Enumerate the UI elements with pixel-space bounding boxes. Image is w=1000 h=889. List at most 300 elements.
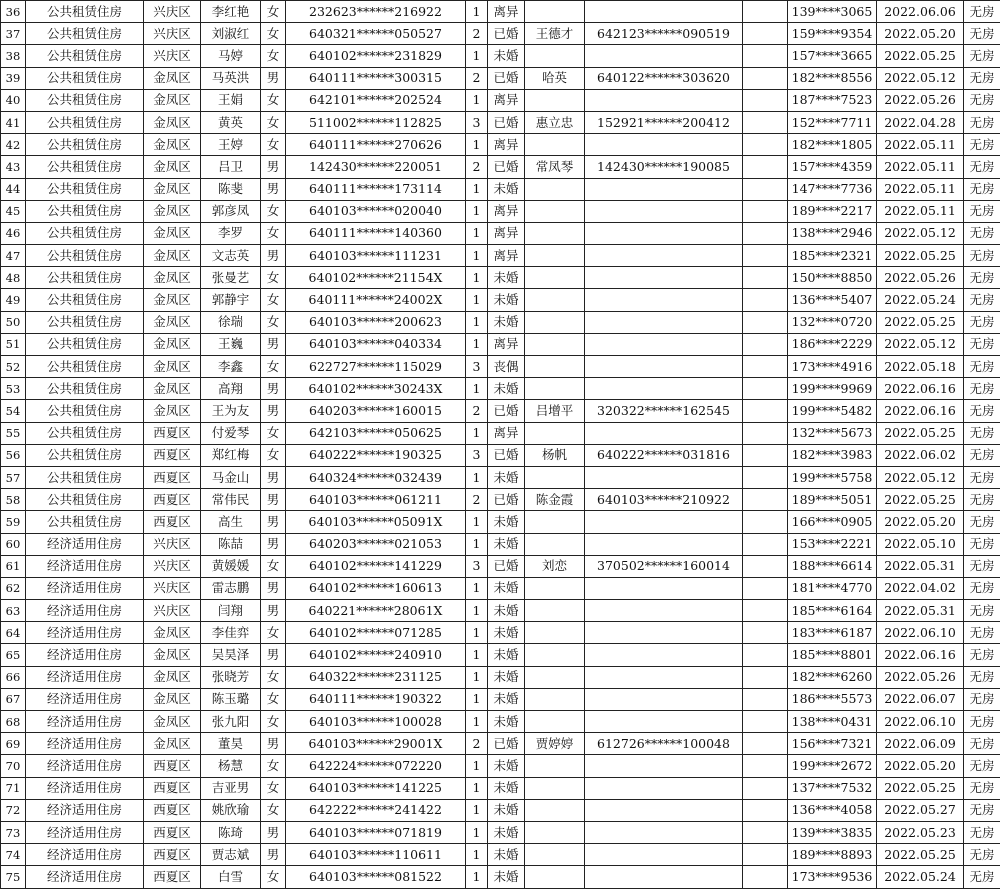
housing-status-cell: 无房 — [964, 533, 1000, 555]
id-number-cell: 232623******216922 — [286, 1, 466, 23]
phone-cell: 186****2229 — [788, 333, 877, 355]
gender-cell: 女 — [261, 267, 286, 289]
phone-cell: 136****4058 — [788, 799, 877, 821]
spouse-id-cell — [585, 622, 743, 644]
housing-status-cell: 无房 — [964, 134, 1000, 156]
district-cell: 金凤区 — [144, 156, 201, 178]
housing-type-cell: 经济适用住房 — [26, 622, 144, 644]
housing-type-cell: 经济适用住房 — [26, 844, 144, 866]
applicant-name-cell: 张九阳 — [201, 711, 261, 733]
gender-cell: 男 — [261, 600, 286, 622]
spouse-id-cell — [585, 178, 743, 200]
marital-status-cell: 已婚 — [488, 444, 525, 466]
table-row — [1, 533, 1000, 555]
spouse-name-cell — [525, 378, 585, 400]
blank-cell — [743, 711, 788, 733]
housing-status-cell: 无房 — [964, 245, 1000, 267]
phone-cell: 199****5482 — [788, 400, 877, 422]
row-number: 48 — [1, 267, 26, 289]
marital-status-cell: 已婚 — [488, 23, 525, 45]
household-count-cell: 2 — [466, 156, 488, 178]
applicant-name-cell: 张晓芳 — [201, 666, 261, 688]
blank-cell — [743, 200, 788, 222]
gender-cell: 女 — [261, 777, 286, 799]
row-number: 69 — [1, 733, 26, 755]
district-cell: 兴庆区 — [144, 600, 201, 622]
housing-type-cell: 公共租赁住房 — [26, 333, 144, 355]
phone-cell: 183****6187 — [788, 622, 877, 644]
housing-status-cell: 无房 — [964, 866, 1000, 888]
housing-status-cell: 无房 — [964, 333, 1000, 355]
spouse-name-cell: 杨帆 — [525, 444, 585, 466]
spouse-name-cell — [525, 844, 585, 866]
district-cell: 金凤区 — [144, 67, 201, 89]
table-row — [1, 67, 1000, 89]
housing-type-cell: 经济适用住房 — [26, 711, 144, 733]
housing-status-cell: 无房 — [964, 666, 1000, 688]
marital-status-cell: 离异 — [488, 89, 525, 111]
spouse-id-cell — [585, 577, 743, 599]
phone-cell: 188****6614 — [788, 555, 877, 577]
district-cell: 西夏区 — [144, 489, 201, 511]
gender-cell: 女 — [261, 799, 286, 821]
spouse-id-cell: 640103******210922 — [585, 489, 743, 511]
gender-cell: 男 — [261, 178, 286, 200]
household-count-cell: 1 — [466, 178, 488, 200]
phone-cell: 199****2672 — [788, 755, 877, 777]
spouse-id-cell — [585, 866, 743, 888]
household-count-cell: 3 — [466, 444, 488, 466]
spouse-name-cell — [525, 711, 585, 733]
gender-cell: 女 — [261, 755, 286, 777]
application-date-cell: 2022.05.25 — [877, 45, 964, 67]
household-count-cell: 1 — [466, 777, 488, 799]
blank-cell — [743, 356, 788, 378]
district-cell: 金凤区 — [144, 644, 201, 666]
spouse-name-cell — [525, 644, 585, 666]
gender-cell: 男 — [261, 844, 286, 866]
phone-cell: 138****2946 — [788, 222, 877, 244]
district-cell: 兴庆区 — [144, 23, 201, 45]
table-row — [1, 45, 1000, 67]
marital-status-cell: 已婚 — [488, 489, 525, 511]
marital-status-cell: 未婚 — [488, 799, 525, 821]
district-cell: 金凤区 — [144, 222, 201, 244]
blank-cell — [743, 134, 788, 156]
marital-status-cell: 未婚 — [488, 755, 525, 777]
spouse-id-cell: 612726******100048 — [585, 733, 743, 755]
district-cell: 金凤区 — [144, 333, 201, 355]
phone-cell: 189****2217 — [788, 200, 877, 222]
table-row — [1, 245, 1000, 267]
gender-cell: 女 — [261, 866, 286, 888]
row-number: 62 — [1, 577, 26, 599]
housing-type-cell: 公共租赁住房 — [26, 89, 144, 111]
application-date-cell: 2022.06.02 — [877, 444, 964, 466]
id-number-cell: 640103******29001X — [286, 733, 466, 755]
id-number-cell: 640111******140360 — [286, 222, 466, 244]
gender-cell: 男 — [261, 156, 286, 178]
id-number-cell: 640103******040334 — [286, 333, 466, 355]
housing-type-cell: 公共租赁住房 — [26, 356, 144, 378]
marital-status-cell: 离异 — [488, 1, 525, 23]
gender-cell: 男 — [261, 333, 286, 355]
row-number: 72 — [1, 799, 26, 821]
marital-status-cell: 未婚 — [488, 378, 525, 400]
household-count-cell: 1 — [466, 378, 488, 400]
blank-cell — [743, 45, 788, 67]
blank-cell — [743, 511, 788, 533]
application-date-cell: 2022.06.16 — [877, 400, 964, 422]
phone-cell: 182****8556 — [788, 67, 877, 89]
application-date-cell: 2022.05.25 — [877, 311, 964, 333]
marital-status-cell: 已婚 — [488, 400, 525, 422]
table-row — [1, 711, 1000, 733]
housing-status-cell: 无房 — [964, 466, 1000, 488]
table-body — [1, 1, 1000, 889]
phone-cell: 157****3665 — [788, 45, 877, 67]
household-count-cell: 1 — [466, 688, 488, 710]
housing-type-cell: 公共租赁住房 — [26, 511, 144, 533]
spouse-id-cell — [585, 755, 743, 777]
gender-cell: 男 — [261, 245, 286, 267]
spouse-id-cell — [585, 422, 743, 444]
id-number-cell: 640102******21154X — [286, 267, 466, 289]
application-date-cell: 2022.05.26 — [877, 267, 964, 289]
spouse-id-cell — [585, 200, 743, 222]
housing-status-cell: 无房 — [964, 489, 1000, 511]
spouse-id-cell: 370502******160014 — [585, 555, 743, 577]
household-count-cell: 1 — [466, 311, 488, 333]
application-date-cell: 2022.06.16 — [877, 644, 964, 666]
household-count-cell: 1 — [466, 644, 488, 666]
table-row — [1, 511, 1000, 533]
housing-status-cell: 无房 — [964, 511, 1000, 533]
marital-status-cell: 未婚 — [488, 311, 525, 333]
applicant-name-cell: 陈玉璐 — [201, 688, 261, 710]
blank-cell — [743, 600, 788, 622]
housing-type-cell: 公共租赁住房 — [26, 245, 144, 267]
spouse-id-cell — [585, 89, 743, 111]
table-row — [1, 311, 1000, 333]
phone-cell: 186****5573 — [788, 688, 877, 710]
applicant-name-cell: 白雪 — [201, 866, 261, 888]
row-number: 68 — [1, 711, 26, 733]
applicant-name-cell: 李鑫 — [201, 356, 261, 378]
id-number-cell: 640103******061211 — [286, 489, 466, 511]
spouse-id-cell — [585, 844, 743, 866]
phone-cell: 185****6164 — [788, 600, 877, 622]
id-number-cell: 640322******231125 — [286, 666, 466, 688]
row-number: 37 — [1, 23, 26, 45]
application-date-cell: 2022.05.26 — [877, 89, 964, 111]
district-cell: 西夏区 — [144, 511, 201, 533]
marital-status-cell: 未婚 — [488, 711, 525, 733]
applicant-name-cell: 马金山 — [201, 466, 261, 488]
household-count-cell: 2 — [466, 67, 488, 89]
housing-status-cell: 无房 — [964, 356, 1000, 378]
id-number-cell: 642222******241422 — [286, 799, 466, 821]
housing-type-cell: 经济适用住房 — [26, 821, 144, 843]
applicant-name-cell: 徐瑞 — [201, 311, 261, 333]
applicant-name-cell: 文志英 — [201, 245, 261, 267]
household-count-cell: 2 — [466, 400, 488, 422]
marital-status-cell: 未婚 — [488, 289, 525, 311]
spouse-id-cell — [585, 644, 743, 666]
application-date-cell: 2022.05.26 — [877, 666, 964, 688]
household-count-cell: 2 — [466, 23, 488, 45]
gender-cell: 女 — [261, 200, 286, 222]
row-number: 55 — [1, 422, 26, 444]
table-row — [1, 89, 1000, 111]
id-number-cell: 640111******190322 — [286, 688, 466, 710]
gender-cell: 男 — [261, 466, 286, 488]
housing-status-cell: 无房 — [964, 1, 1000, 23]
table-row — [1, 1, 1000, 23]
table-row — [1, 134, 1000, 156]
id-number-cell: 640102******240910 — [286, 644, 466, 666]
id-number-cell: 640203******021053 — [286, 533, 466, 555]
row-number: 44 — [1, 178, 26, 200]
blank-cell — [743, 755, 788, 777]
spouse-id-cell — [585, 1, 743, 23]
application-date-cell: 2022.05.20 — [877, 511, 964, 533]
phone-cell: 182****1805 — [788, 134, 877, 156]
application-date-cell: 2022.06.10 — [877, 622, 964, 644]
applicant-name-cell: 王为友 — [201, 400, 261, 422]
district-cell: 西夏区 — [144, 444, 201, 466]
marital-status-cell: 已婚 — [488, 111, 525, 133]
spouse-id-cell: 152921******200412 — [585, 111, 743, 133]
id-number-cell: 640103******100028 — [286, 711, 466, 733]
id-number-cell: 642103******050625 — [286, 422, 466, 444]
application-date-cell: 2022.05.10 — [877, 533, 964, 555]
table-row — [1, 821, 1000, 843]
housing-type-cell: 经济适用住房 — [26, 755, 144, 777]
row-number: 70 — [1, 755, 26, 777]
housing-status-cell: 无房 — [964, 688, 1000, 710]
housing-status-cell: 无房 — [964, 222, 1000, 244]
id-number-cell: 640103******05091X — [286, 511, 466, 533]
spouse-name-cell — [525, 600, 585, 622]
housing-type-cell: 经济适用住房 — [26, 644, 144, 666]
housing-type-cell: 公共租赁住房 — [26, 156, 144, 178]
marital-status-cell: 未婚 — [488, 45, 525, 67]
district-cell: 兴庆区 — [144, 45, 201, 67]
phone-cell: 189****8893 — [788, 844, 877, 866]
application-date-cell: 2022.06.06 — [877, 1, 964, 23]
blank-cell — [743, 777, 788, 799]
blank-cell — [743, 311, 788, 333]
housing-status-cell: 无房 — [964, 644, 1000, 666]
gender-cell: 女 — [261, 444, 286, 466]
table-row — [1, 777, 1000, 799]
phone-cell: 139****3835 — [788, 821, 877, 843]
spouse-name-cell — [525, 666, 585, 688]
id-number-cell: 640221******28061X — [286, 600, 466, 622]
marital-status-cell: 未婚 — [488, 511, 525, 533]
id-number-cell: 640111******24002X — [286, 289, 466, 311]
phone-cell: 173****4916 — [788, 356, 877, 378]
spouse-name-cell: 常凤琴 — [525, 156, 585, 178]
spouse-id-cell — [585, 267, 743, 289]
id-number-cell: 640111******270626 — [286, 134, 466, 156]
spouse-name-cell: 王德才 — [525, 23, 585, 45]
spouse-id-cell — [585, 45, 743, 67]
household-count-cell: 1 — [466, 533, 488, 555]
applicant-name-cell: 黄媛媛 — [201, 555, 261, 577]
applicant-name-cell: 马婷 — [201, 45, 261, 67]
marital-status-cell: 未婚 — [488, 466, 525, 488]
application-date-cell: 2022.05.25 — [877, 844, 964, 866]
phone-cell: 187****7523 — [788, 89, 877, 111]
housing-status-cell: 无房 — [964, 711, 1000, 733]
district-cell: 金凤区 — [144, 622, 201, 644]
district-cell: 金凤区 — [144, 289, 201, 311]
housing-status-cell: 无房 — [964, 400, 1000, 422]
marital-status-cell: 离异 — [488, 134, 525, 156]
housing-type-cell: 经济适用住房 — [26, 666, 144, 688]
blank-cell — [743, 289, 788, 311]
applicant-name-cell: 王娟 — [201, 89, 261, 111]
blank-cell — [743, 422, 788, 444]
id-number-cell: 640321******050527 — [286, 23, 466, 45]
phone-cell: 138****0431 — [788, 711, 877, 733]
row-number: 52 — [1, 356, 26, 378]
household-count-cell: 1 — [466, 45, 488, 67]
application-date-cell: 2022.04.02 — [877, 577, 964, 599]
id-number-cell: 142430******220051 — [286, 156, 466, 178]
blank-cell — [743, 577, 788, 599]
district-cell: 金凤区 — [144, 356, 201, 378]
table-row — [1, 356, 1000, 378]
household-count-cell: 1 — [466, 333, 488, 355]
gender-cell: 女 — [261, 711, 286, 733]
application-date-cell: 2022.05.12 — [877, 333, 964, 355]
application-date-cell: 2022.05.12 — [877, 466, 964, 488]
spouse-id-cell: 640122******303620 — [585, 67, 743, 89]
spouse-name-cell — [525, 799, 585, 821]
id-number-cell: 640103******200623 — [286, 311, 466, 333]
spouse-id-cell — [585, 799, 743, 821]
blank-cell — [743, 555, 788, 577]
phone-cell: 157****4359 — [788, 156, 877, 178]
id-number-cell: 640103******110611 — [286, 844, 466, 866]
district-cell: 金凤区 — [144, 111, 201, 133]
housing-type-cell: 经济适用住房 — [26, 777, 144, 799]
table-row — [1, 644, 1000, 666]
gender-cell: 男 — [261, 489, 286, 511]
housing-status-cell: 无房 — [964, 821, 1000, 843]
applicant-name-cell: 吕卫 — [201, 156, 261, 178]
gender-cell: 女 — [261, 666, 286, 688]
row-number: 71 — [1, 777, 26, 799]
phone-cell: 182****3983 — [788, 444, 877, 466]
marital-status-cell: 离异 — [488, 200, 525, 222]
gender-cell: 男 — [261, 577, 286, 599]
application-date-cell: 2022.05.18 — [877, 356, 964, 378]
district-cell: 西夏区 — [144, 866, 201, 888]
housing-status-cell: 无房 — [964, 23, 1000, 45]
blank-cell — [743, 866, 788, 888]
phone-cell: 166****0905 — [788, 511, 877, 533]
table-row — [1, 23, 1000, 45]
row-number: 60 — [1, 533, 26, 555]
gender-cell: 男 — [261, 511, 286, 533]
housing-status-cell: 无房 — [964, 577, 1000, 599]
spouse-name-cell — [525, 356, 585, 378]
household-count-cell: 1 — [466, 666, 488, 688]
applicant-name-cell: 陈琦 — [201, 821, 261, 843]
gender-cell: 女 — [261, 45, 286, 67]
table-row — [1, 444, 1000, 466]
spouse-id-cell — [585, 533, 743, 555]
application-date-cell: 2022.05.25 — [877, 422, 964, 444]
housing-type-cell: 公共租赁住房 — [26, 134, 144, 156]
table-row — [1, 733, 1000, 755]
row-number: 39 — [1, 67, 26, 89]
phone-cell: 189****5051 — [788, 489, 877, 511]
table-row — [1, 222, 1000, 244]
housing-type-cell: 公共租赁住房 — [26, 111, 144, 133]
spouse-id-cell — [585, 666, 743, 688]
phone-cell: 132****5673 — [788, 422, 877, 444]
housing-status-cell: 无房 — [964, 267, 1000, 289]
applicant-name-cell: 黄英 — [201, 111, 261, 133]
district-cell: 西夏区 — [144, 755, 201, 777]
spouse-name-cell — [525, 245, 585, 267]
row-number: 38 — [1, 45, 26, 67]
blank-cell — [743, 799, 788, 821]
id-number-cell: 511002******112825 — [286, 111, 466, 133]
id-number-cell: 642224******072220 — [286, 755, 466, 777]
housing-type-cell: 公共租赁住房 — [26, 489, 144, 511]
blank-cell — [743, 533, 788, 555]
applicant-name-cell: 高生 — [201, 511, 261, 533]
table-row — [1, 555, 1000, 577]
row-number: 66 — [1, 666, 26, 688]
housing-status-cell: 无房 — [964, 156, 1000, 178]
household-count-cell: 1 — [466, 267, 488, 289]
housing-type-cell: 公共租赁住房 — [26, 1, 144, 23]
row-number: 75 — [1, 866, 26, 888]
spouse-name-cell — [525, 577, 585, 599]
row-number: 45 — [1, 200, 26, 222]
phone-cell: 132****0720 — [788, 311, 877, 333]
blank-cell — [743, 67, 788, 89]
spouse-id-cell — [585, 222, 743, 244]
spouse-name-cell: 惠立忠 — [525, 111, 585, 133]
household-count-cell: 1 — [466, 866, 488, 888]
gender-cell: 男 — [261, 644, 286, 666]
id-number-cell: 640103******111231 — [286, 245, 466, 267]
spouse-name-cell — [525, 688, 585, 710]
spouse-id-cell: 320322******162545 — [585, 400, 743, 422]
district-cell: 西夏区 — [144, 777, 201, 799]
spouse-name-cell — [525, 533, 585, 555]
application-date-cell: 2022.05.23 — [877, 821, 964, 843]
id-number-cell: 640203******160015 — [286, 400, 466, 422]
spouse-name-cell — [525, 466, 585, 488]
phone-cell: 182****6260 — [788, 666, 877, 688]
marital-status-cell: 未婚 — [488, 622, 525, 644]
gender-cell: 女 — [261, 89, 286, 111]
applicant-name-cell: 王婷 — [201, 134, 261, 156]
applicant-name-cell: 李罗 — [201, 222, 261, 244]
marital-status-cell: 未婚 — [488, 666, 525, 688]
applicant-name-cell: 刘淑红 — [201, 23, 261, 45]
table-row — [1, 422, 1000, 444]
